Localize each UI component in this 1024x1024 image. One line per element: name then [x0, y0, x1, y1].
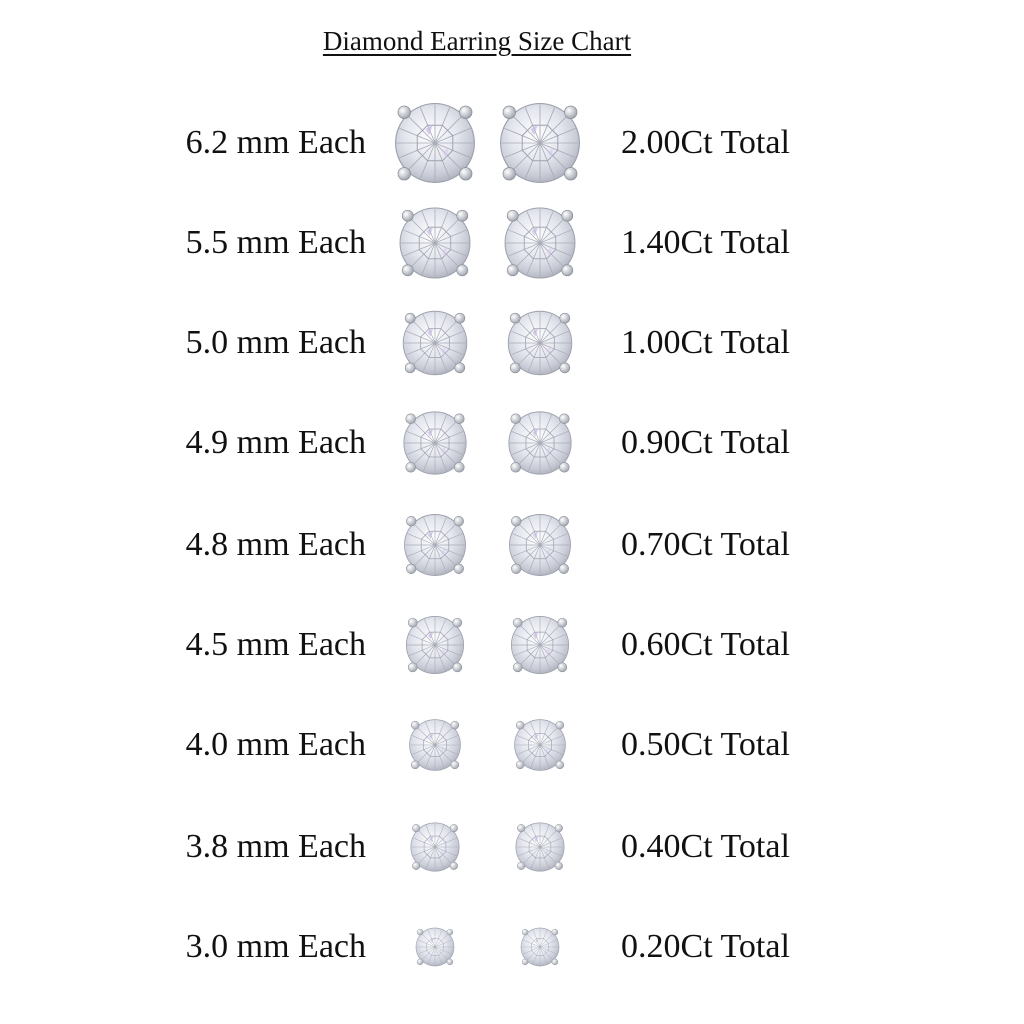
total-carat-label: 0.50Ct Total — [621, 726, 790, 763]
stone-size-label: 4.0 mm Each — [185, 726, 366, 763]
left-diamond-stud-icon — [404, 714, 466, 776]
total-carat-label: 0.40Ct Total — [621, 828, 790, 865]
total-carat-label: 1.40Ct Total — [621, 224, 790, 261]
right-diamond-stud-icon — [503, 508, 577, 582]
stone-size-label: 3.0 mm Each — [185, 928, 366, 965]
size-row — [0, 802, 1024, 892]
size-row — [0, 298, 1024, 388]
total-carat-label: 0.90Ct Total — [621, 424, 790, 461]
total-carat-label: 1.00Ct Total — [621, 324, 790, 361]
left-diamond-stud-icon — [406, 818, 465, 877]
total-carat-label: 0.60Ct Total — [621, 626, 790, 663]
total-carat-label: 0.20Ct Total — [621, 928, 790, 965]
stone-size-label: 4.9 mm Each — [185, 424, 366, 461]
size-row — [0, 500, 1024, 590]
stone-size-label: 6.2 mm Each — [185, 124, 366, 161]
stone-size-label: 5.5 mm Each — [185, 224, 366, 261]
size-row — [0, 98, 1024, 188]
total-carat-label: 2.00Ct Total — [621, 124, 790, 161]
left-diamond-stud-icon — [400, 610, 470, 680]
stone-size-label: 3.8 mm Each — [185, 828, 366, 865]
left-diamond-stud-icon — [392, 200, 477, 285]
size-row — [0, 398, 1024, 488]
left-diamond-stud-icon — [412, 924, 459, 971]
size-row — [0, 902, 1024, 992]
left-diamond-stud-icon — [397, 405, 473, 481]
right-diamond-stud-icon — [492, 95, 588, 191]
right-diamond-stud-icon — [501, 304, 579, 382]
total-carat-label: 0.70Ct Total — [621, 526, 790, 563]
chart-title: Diamond Earring Size Chart — [322, 26, 632, 56]
size-row — [0, 198, 1024, 288]
right-diamond-stud-icon — [511, 818, 570, 877]
stone-size-label: 4.8 mm Each — [185, 526, 366, 563]
left-diamond-stud-icon — [387, 95, 483, 191]
left-diamond-stud-icon — [398, 508, 472, 582]
size-row — [0, 600, 1024, 690]
right-diamond-stud-icon — [517, 924, 564, 971]
right-diamond-stud-icon — [502, 405, 578, 481]
right-diamond-stud-icon — [497, 200, 582, 285]
size-row — [0, 700, 1024, 790]
right-diamond-stud-icon — [505, 610, 575, 680]
stone-size-label: 5.0 mm Each — [185, 324, 366, 361]
left-diamond-stud-icon — [396, 304, 474, 382]
stone-size-label: 4.5 mm Each — [185, 626, 366, 663]
right-diamond-stud-icon — [509, 714, 571, 776]
